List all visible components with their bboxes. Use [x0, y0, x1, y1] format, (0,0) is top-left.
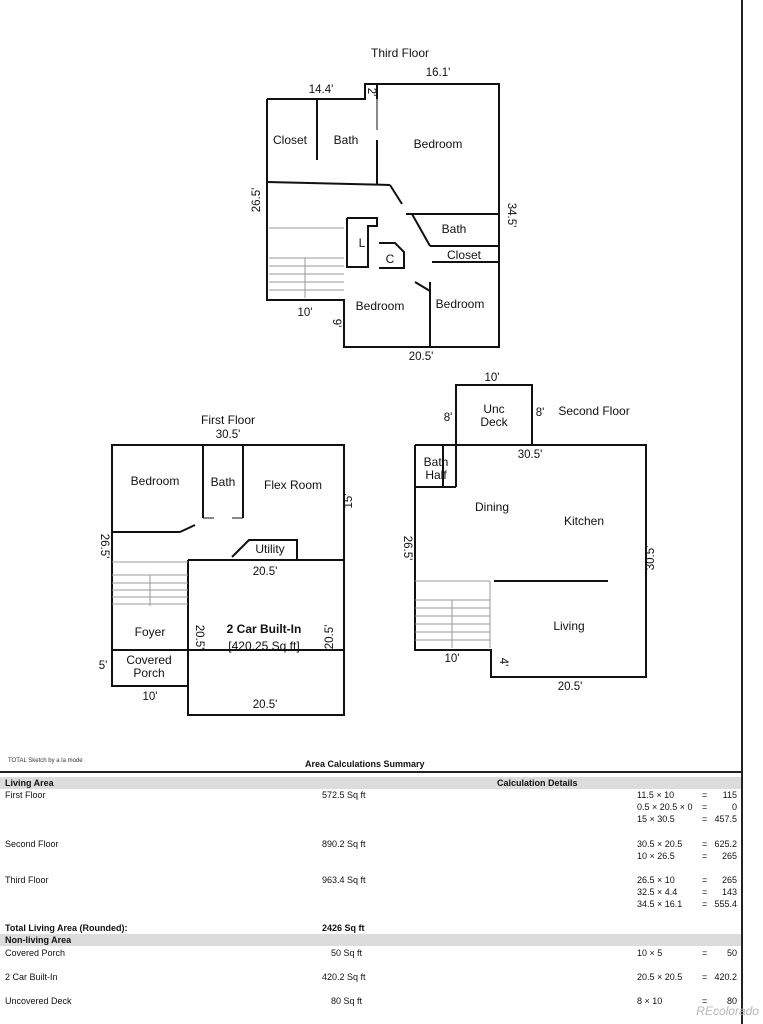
room-label: Flex Room	[263, 478, 323, 492]
first-floor-title: First Floor	[201, 413, 255, 427]
row-area: 50 Sq ft	[331, 948, 363, 958]
calc-value: 50	[726, 948, 737, 958]
room-label: Bath	[441, 222, 467, 236]
calc-equals: =	[702, 887, 708, 897]
dimension-label: 16.1'	[425, 67, 451, 79]
calc-equals: =	[702, 851, 708, 861]
room-label: Bedroom	[355, 299, 405, 313]
dimension-label: 5'	[98, 660, 108, 672]
calc-value: 0	[731, 802, 737, 812]
room-label: Bedroom	[130, 474, 180, 488]
nonliving-header: Non-living Area	[5, 935, 72, 945]
dimension-label: 20.5'	[324, 624, 336, 650]
dimension-label: 30.5'	[517, 449, 543, 461]
row-name: Uncovered Deck	[5, 996, 72, 1006]
dimension-label: 20.5'	[252, 699, 278, 711]
row-area: 963.4 Sq ft	[322, 875, 366, 885]
calc-value: 457.5	[714, 814, 737, 824]
calc-equals: =	[702, 790, 708, 800]
calc-expression: 10 × 5	[637, 948, 663, 958]
dimension-label: 26.5'	[98, 533, 110, 559]
calc-equals: =	[702, 814, 708, 824]
calc-value: 265	[721, 875, 737, 885]
nonliving-header-band	[0, 934, 741, 946]
total-living-value: 2426 Sq ft	[322, 923, 365, 933]
row-name: 2 Car Built-In	[5, 972, 58, 982]
row-area: 80 Sq ft	[331, 996, 363, 1006]
calc-equals: =	[702, 996, 708, 1006]
calc-value: 265	[721, 851, 737, 861]
calculation-details-header: Calculation Details	[497, 778, 578, 788]
dimension-label: 2'	[365, 87, 377, 97]
row-area: 420.2 Sq ft	[322, 972, 366, 982]
row-name: Covered Porch	[5, 948, 66, 958]
room-label: Half	[425, 468, 447, 482]
second-floor-stairs	[415, 581, 490, 648]
row-name: Second Floor	[5, 839, 59, 849]
calc-equals: =	[702, 839, 708, 849]
row-area: 572.5 Sq ft	[322, 790, 366, 800]
calc-expression: 10 × 26.5	[637, 851, 675, 861]
dimension-label: 14.4'	[308, 84, 334, 96]
dimension-label: 30.5'	[215, 429, 241, 441]
room-label: C	[385, 252, 395, 266]
first-floor-plan	[98, 413, 355, 715]
second-floor-title: Second Floor	[558, 404, 630, 418]
calc-expression: 26.5 × 10	[637, 875, 675, 885]
calc-value: 143	[721, 887, 737, 897]
living-area-header: Living Area	[5, 778, 54, 788]
calc-expression: 8 × 10	[637, 996, 663, 1006]
dimension-label: 4'	[497, 657, 509, 667]
room-label: Porch	[133, 666, 165, 680]
dimension-label: 30.5'	[645, 545, 657, 571]
row-area: 890.2 Sq ft	[322, 839, 366, 849]
room-label: Unc	[483, 402, 505, 416]
summary-title: Area Calculations Summary	[305, 759, 425, 769]
living-area-header-band	[0, 777, 741, 789]
calc-value: 80	[726, 996, 737, 1006]
room-label: Bath	[210, 475, 236, 489]
calc-expression: 30.5 × 20.5	[637, 839, 683, 849]
dimension-label: 8'	[443, 412, 453, 424]
calc-equals: =	[702, 899, 708, 909]
first-floor-stairs	[112, 562, 188, 606]
dimension-label: 10'	[484, 372, 500, 384]
row-name: First Floor	[5, 790, 46, 800]
room-label: Dining	[474, 500, 510, 514]
room-label: Kitchen	[563, 514, 605, 528]
room-label: Utility	[255, 542, 285, 556]
calc-value: 625.2	[714, 839, 737, 849]
third-floor-plan	[251, 46, 517, 363]
calc-expression: 0.5 × 20.5 × 0	[637, 802, 693, 812]
room-label: Living	[553, 619, 585, 633]
room-label: Foyer	[134, 625, 166, 639]
third-floor-stairs	[269, 228, 344, 298]
calc-value: 420.2	[714, 972, 737, 982]
room-label: Closet	[272, 133, 308, 147]
room-area-label: [420.25 Sq ft]	[228, 639, 300, 653]
dimension-label: 10'	[444, 653, 460, 665]
calc-equals: =	[702, 875, 708, 885]
dimension-label: 20.5'	[252, 566, 278, 578]
calc-expression: 32.5 × 4.4	[637, 887, 678, 897]
room-label: L	[358, 236, 366, 250]
calc-expression: 34.5 × 16.1	[637, 899, 683, 909]
dimension-label: 20.5'	[408, 351, 434, 363]
dimension-label: 10'	[142, 691, 158, 703]
dimension-label: 26.5'	[401, 535, 413, 561]
calc-value: 115	[722, 790, 737, 800]
watermark-logo: REcolorado	[696, 1004, 759, 1018]
dimension-label: 26.5'	[251, 187, 263, 213]
calc-expression: 11.5 × 10	[637, 790, 675, 800]
dimension-label: 9'	[330, 318, 342, 328]
calc-value: 555.4	[714, 899, 737, 909]
room-label: Covered	[126, 653, 172, 667]
calc-expression: 20.5 × 20.5	[637, 972, 683, 982]
calc-equals: =	[702, 802, 708, 812]
room-label: Bedroom	[413, 137, 463, 151]
dimension-label: 15'	[343, 493, 355, 509]
room-label: Bath	[423, 455, 449, 469]
area-calculations-table	[0, 771, 743, 1018]
second-floor-plan	[401, 372, 657, 693]
dimension-label: 20.5'	[557, 681, 583, 693]
dimension-label: 34.5'	[505, 202, 517, 228]
dimension-label: 8'	[535, 407, 545, 419]
room-label: Bath	[333, 133, 359, 147]
software-brand: TOTAL Sketch by a la mode	[8, 758, 83, 764]
dimension-label: 10'	[297, 307, 313, 319]
calc-equals: =	[702, 972, 708, 982]
second-floor-outline	[415, 445, 646, 677]
room-label: Closet	[446, 248, 482, 262]
third-floor-title: Third Floor	[370, 46, 430, 60]
room-label: 2 Car Built-In	[226, 622, 302, 636]
room-label: Bedroom	[435, 297, 485, 311]
room-label: Deck	[480, 415, 508, 429]
dimension-label: 20.5'	[193, 624, 205, 650]
row-name: Third Floor	[5, 875, 49, 885]
calc-expression: 15 × 30.5	[637, 814, 675, 824]
calc-equals: =	[702, 948, 708, 958]
total-living-label: Total Living Area (Rounded):	[5, 923, 128, 933]
